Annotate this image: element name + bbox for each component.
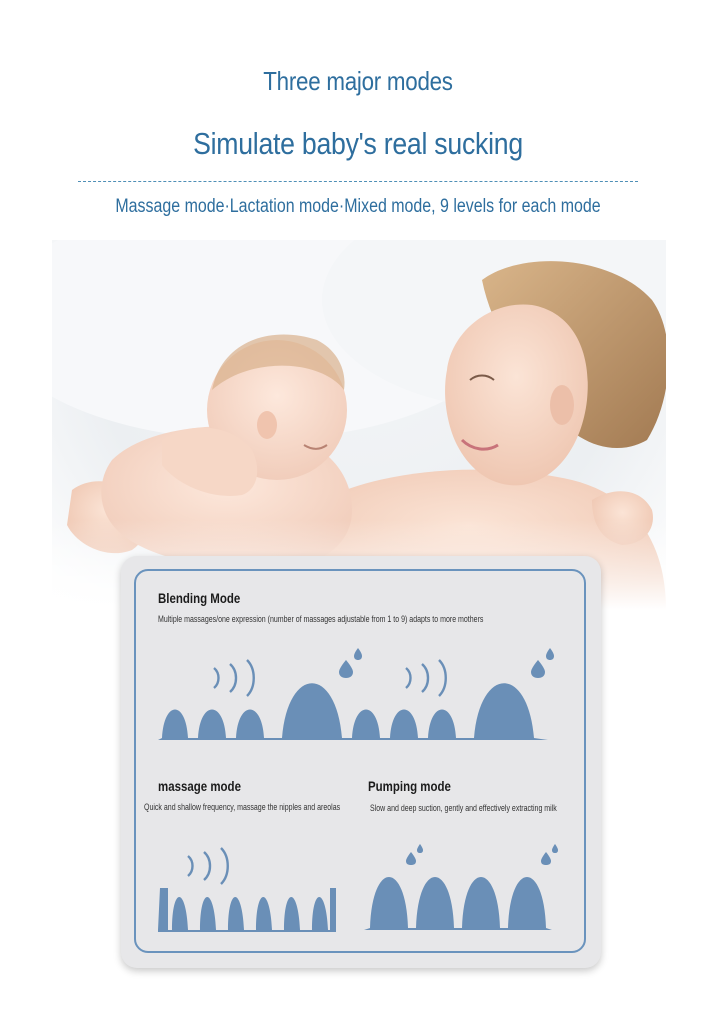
pumping-wave-shape — [364, 877, 552, 930]
massage-mode-title: massage mode — [158, 778, 241, 794]
blending-mode-title: Blending Mode — [158, 590, 241, 606]
pumping-mode-description: Slow and deep suction, gently and effectively extracting milk — [370, 803, 557, 813]
massage-mode-description: Quick and shallow frequency, massage the nipples and areolas — [144, 802, 341, 812]
subtitle: Massage mode·Lactation mode·Mixed mode, 9 levels for each mode — [115, 196, 601, 217]
blending-wave-shape — [158, 683, 548, 740]
section-title: Three major modes — [263, 66, 453, 96]
milk-drop-icon — [406, 844, 558, 865]
massage-wave-icon — [214, 660, 446, 696]
pumping-mode-title: Pumping mode — [368, 778, 451, 794]
massage-wave-shape — [158, 888, 336, 932]
blending-mode-description: Multiple massages/one expression (number of massages adjustable from 1 to 9) adapts to more mothers — [158, 614, 484, 624]
headline: Simulate baby's real sucking — [193, 126, 523, 161]
massage-wave-icon — [188, 848, 228, 884]
